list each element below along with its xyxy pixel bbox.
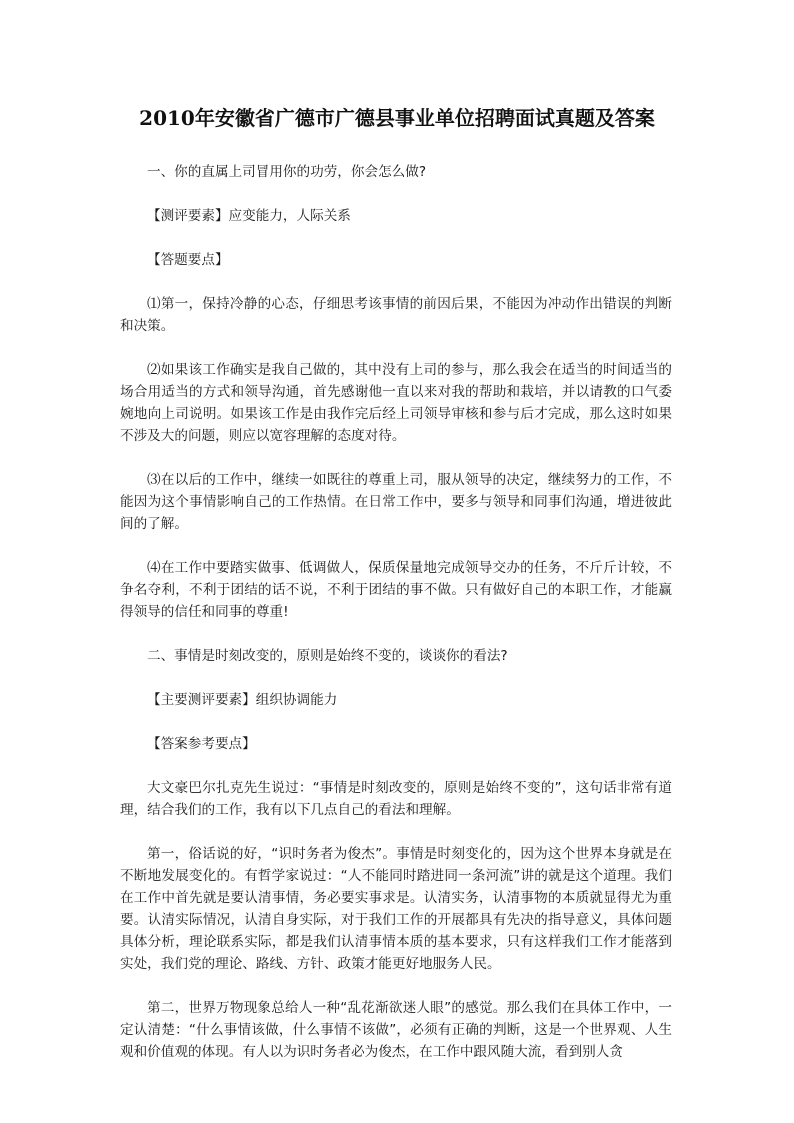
answer-paragraph-first: 第一，俗话说的好，“识时务者为俊杰”。事情是时刻变化的，因为这个世界本身就是在不断地发展变化的。有哲学家说过：“人不能同时踏进同一条河流”讲的就是这个道理。我们在工作中首先就是要认清事情，务必要实事求是。认清实务，认清事物的本质就显得尤为重要。认清实际情况，认清自身实际，对于我们工作的开展都具有先决的指导意义，具体问题具体分析，理论联系实际，都是我们认清事情本质的基本要求，只有这样我们工作才能落到实处，我们党的理论、路线、方针、政策才能更好地服务人民。 [120, 846, 672, 972]
answer-point-1: ⑴第一，保持冷静的心态，仔细思考该事情的前因后果，不能因为冲动作出错误的判断和决策。 [120, 296, 672, 334]
evaluation-factor-2: 【主要测评要素】组织协调能力 [147, 692, 338, 708]
evaluation-factor-1: 【测评要素】应变能力，人际关系 [147, 208, 351, 224]
question-2: 二、事情是时刻改变的，原则是始终不变的，谈谈你的看法? [147, 648, 508, 664]
document-title: 2010年安徽省广德市广德县事业单位招聘面试真题及答案 [139, 106, 655, 130]
answer-point-4: ⑷在工作中要踏实做事、低调做人，保质保量地完成领导交办的任务，不斤斤计较，不争名夺利，不利于团结的话不说，不利于团结的事不做。只有做好自己的本职工作，才能赢得领导的信任和同事的尊重! [120, 560, 672, 620]
document-body [120, 161, 672, 1085]
answer-point-3: ⑶在以后的工作中，继续一如既往的尊重上司，服从领导的决定，继续努力的工作，不能因为这个事情影响自己的工作热情。在日常工作中，要多与领导和同事们沟通，增进彼此间的了解。 [120, 472, 672, 532]
answer-paragraph-intro: 大文豪巴尔扎克先生说过：“事情是时刻改变的，原则是始终不变的”，这句话非常有道理，结合我们的工作，我有以下几点自己的看法和理解。 [120, 780, 672, 818]
answer-points-heading-2: 【答案参考要点】 [147, 736, 256, 752]
question-1: 一、你的直属上司冒用你的功劳，你会怎么做? [147, 164, 427, 180]
answer-paragraph-second: 第二，世界万物现象总给人一种“乱花渐欲迷人眼”的感觉。那么我们在具体工作中，一定认清楚：“什么事情该做，什么事情不该做”，必须有正确的判断，这是一个世界观、人生观和价值观的体现。有人以为识时务者必为俊杰，在工作中跟风随大流，看到别人贪 [120, 1000, 672, 1060]
answer-points-heading-1: 【答题要点】 [147, 252, 229, 268]
answer-point-2: ⑵如果该工作确实是我自己做的，其中没有上司的参与，那么我会在适当的时间适当的场合用适当的方式和领导沟通，首先感谢他一直以来对我的帮助和栽培，并以请教的口气委婉地向上司说明。如果该工作是由我作完后经上司领导审核和参与后才完成，那么这时如果不涉及大的问题，则应以宽容理解的态度对待。 [120, 362, 672, 444]
